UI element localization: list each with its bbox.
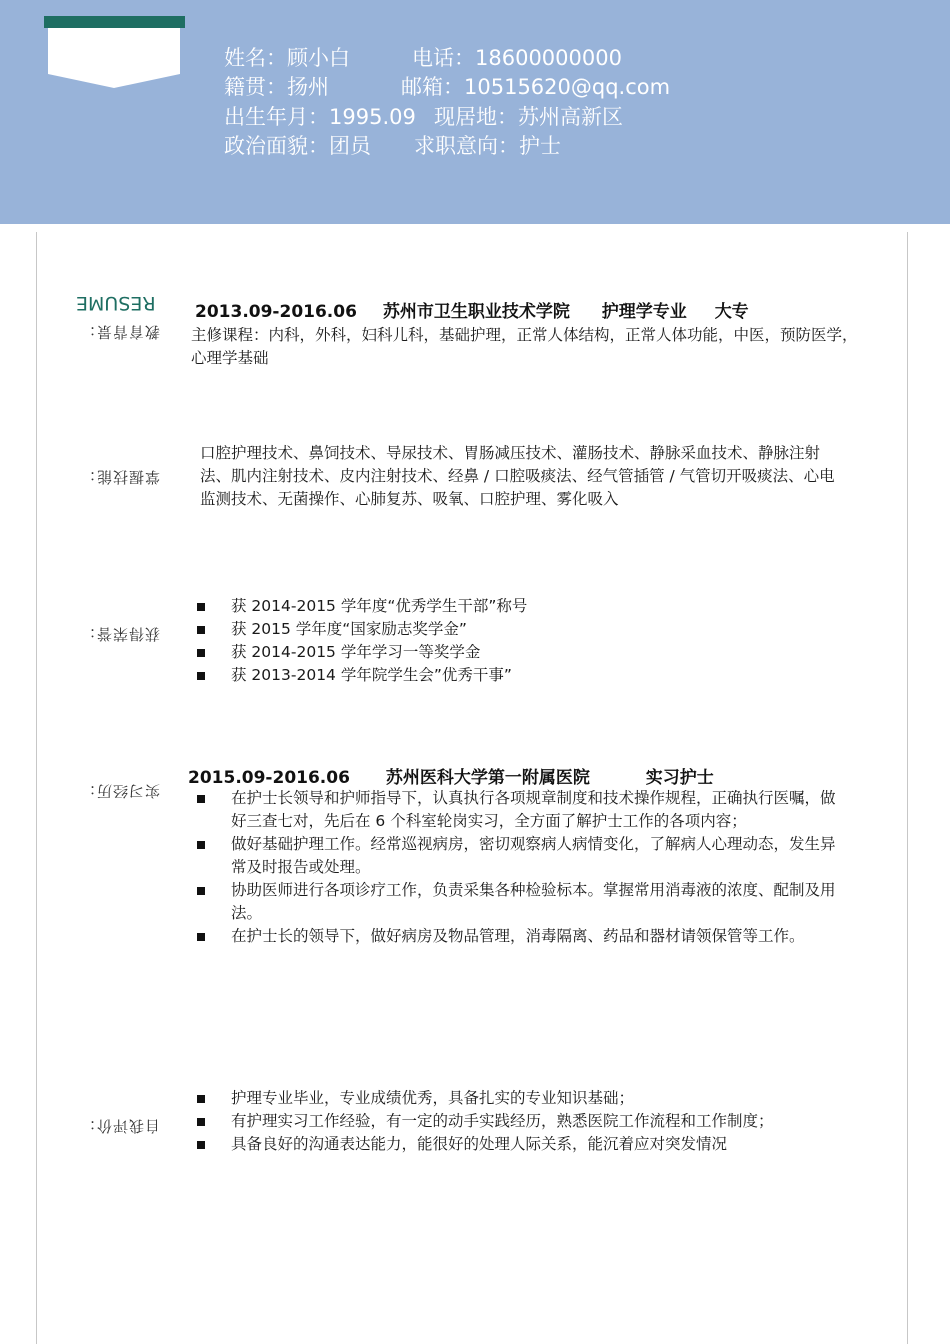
education-degree: 大专 [714,302,749,322]
list-item: 做好基础护理工作。经常巡视病房，密切观察病人病情变化，了解病人心理动态，发生异常及时报告或处理。 [197,833,837,879]
bullet-square-icon [197,603,205,611]
education-period: 2013.09-2016.06 [195,302,357,322]
info-political: 政治面貌：团员 [224,134,371,158]
list-item: 获 2014-2015 学年学习一等奖学金 [197,641,837,664]
internship-hospital: 苏州医科大学第一附属医院 [385,768,590,788]
education-courses: 主修课程：内科，外科，妇科儿科，基础护理，正常人体结构，正常人体功能，中医，预防医学，心理学基础 [191,326,858,367]
resume-label: RESUME [76,292,156,314]
info-email: 邮箱：10515620@qq.com [401,75,671,99]
education-label: 教育背景： [80,323,161,341]
internship-role: 实习护士 [645,768,714,788]
bullet-square-icon [197,672,205,680]
education-heading [195,297,749,322]
header-band [0,0,950,224]
info-name: 姓名：顾小白 [224,46,350,70]
frame-right-line [907,232,908,1344]
education-major: 护理学专业 [601,302,687,322]
self-eval-label: 自我评价： [80,1117,161,1135]
bullet-square-icon [197,1095,205,1103]
list-item: 护理专业毕业，专业成绩优秀，具备扎实的专业知识基础； [197,1087,857,1110]
info-hometown: 籍贯：扬州 [224,75,329,99]
bullet-square-icon [197,649,205,657]
awards-label: 获得荣誉： [80,625,161,643]
header-tab-bar [44,16,185,28]
bullet-square-icon [197,1118,205,1126]
list-item: 获 2014-2015 学年度“优秀学生干部”称号 [197,595,837,618]
info-phone: 电话：18600000000 [412,46,622,70]
header-tab-shape [48,28,180,88]
education-school: 苏州市卫生职业技术学院 [382,302,570,322]
list-item: 协助医师进行各项诊疗工作，负责采集各种检验标本。掌握常用消毒液的浓度、配制及用法。 [197,879,837,925]
internship-label: 实习经历： [80,782,161,800]
info-residence: 现居地：苏州高新区 [434,105,623,129]
list-item: 获 2015 学年度“国家励志奖学金” [197,618,837,641]
skills-text: 口腔护理技术、鼻饲技术、导尿技术、胃肠减压技术、灌肠技术、静脉采血技术、静脉注射法、肌内注射技术、皮内注射技术、经鼻 / 口腔吸痰法、经气管插管 / 气管切开吸痰法、心电监测技术、无菌操作、心肺复苏、吸氧、口腔护理、雾化吸入 [200,444,835,508]
internship-list [197,787,837,948]
bullet-square-icon [197,933,205,941]
bullet-square-icon [197,1141,205,1149]
list-item: 在护士长的领导下，做好病房及物品管理，消毒隔离、药品和器材请领保管等工作。 [197,925,837,948]
internship-period: 2015.09-2016.06 [188,768,350,788]
list-item: 具备良好的沟通表达能力，能很好的处理人际关系，能沉着应对突发情况 [197,1133,857,1156]
list-item: 有护理实习工作经验，有一定的动手实践经历，熟悉医院工作流程和工作制度； [197,1110,857,1133]
bullet-square-icon [197,841,205,849]
internship-heading [188,763,714,788]
bullet-square-icon [197,887,205,895]
info-objective: 求职意向：护士 [414,134,561,158]
bullet-square-icon [197,626,205,634]
list-item: 在护士长领导和护师指导下，认真执行各项规章制度和技术操作规程，正确执行医嘱，做好三查七对，先后在 6 个科室轮岗实习，全方面了解护士工作的各项内容； [197,787,837,833]
list-item: 获 2013-2014 学年院学生会”优秀干事” [197,664,837,687]
skills-label: 掌握技能： [80,468,161,486]
self-eval-list [197,1087,857,1156]
info-birth: 出生年月：1995.09 [224,105,416,129]
bullet-square-icon [197,795,205,803]
awards-list [197,595,837,687]
frame-left-line [36,232,37,1344]
